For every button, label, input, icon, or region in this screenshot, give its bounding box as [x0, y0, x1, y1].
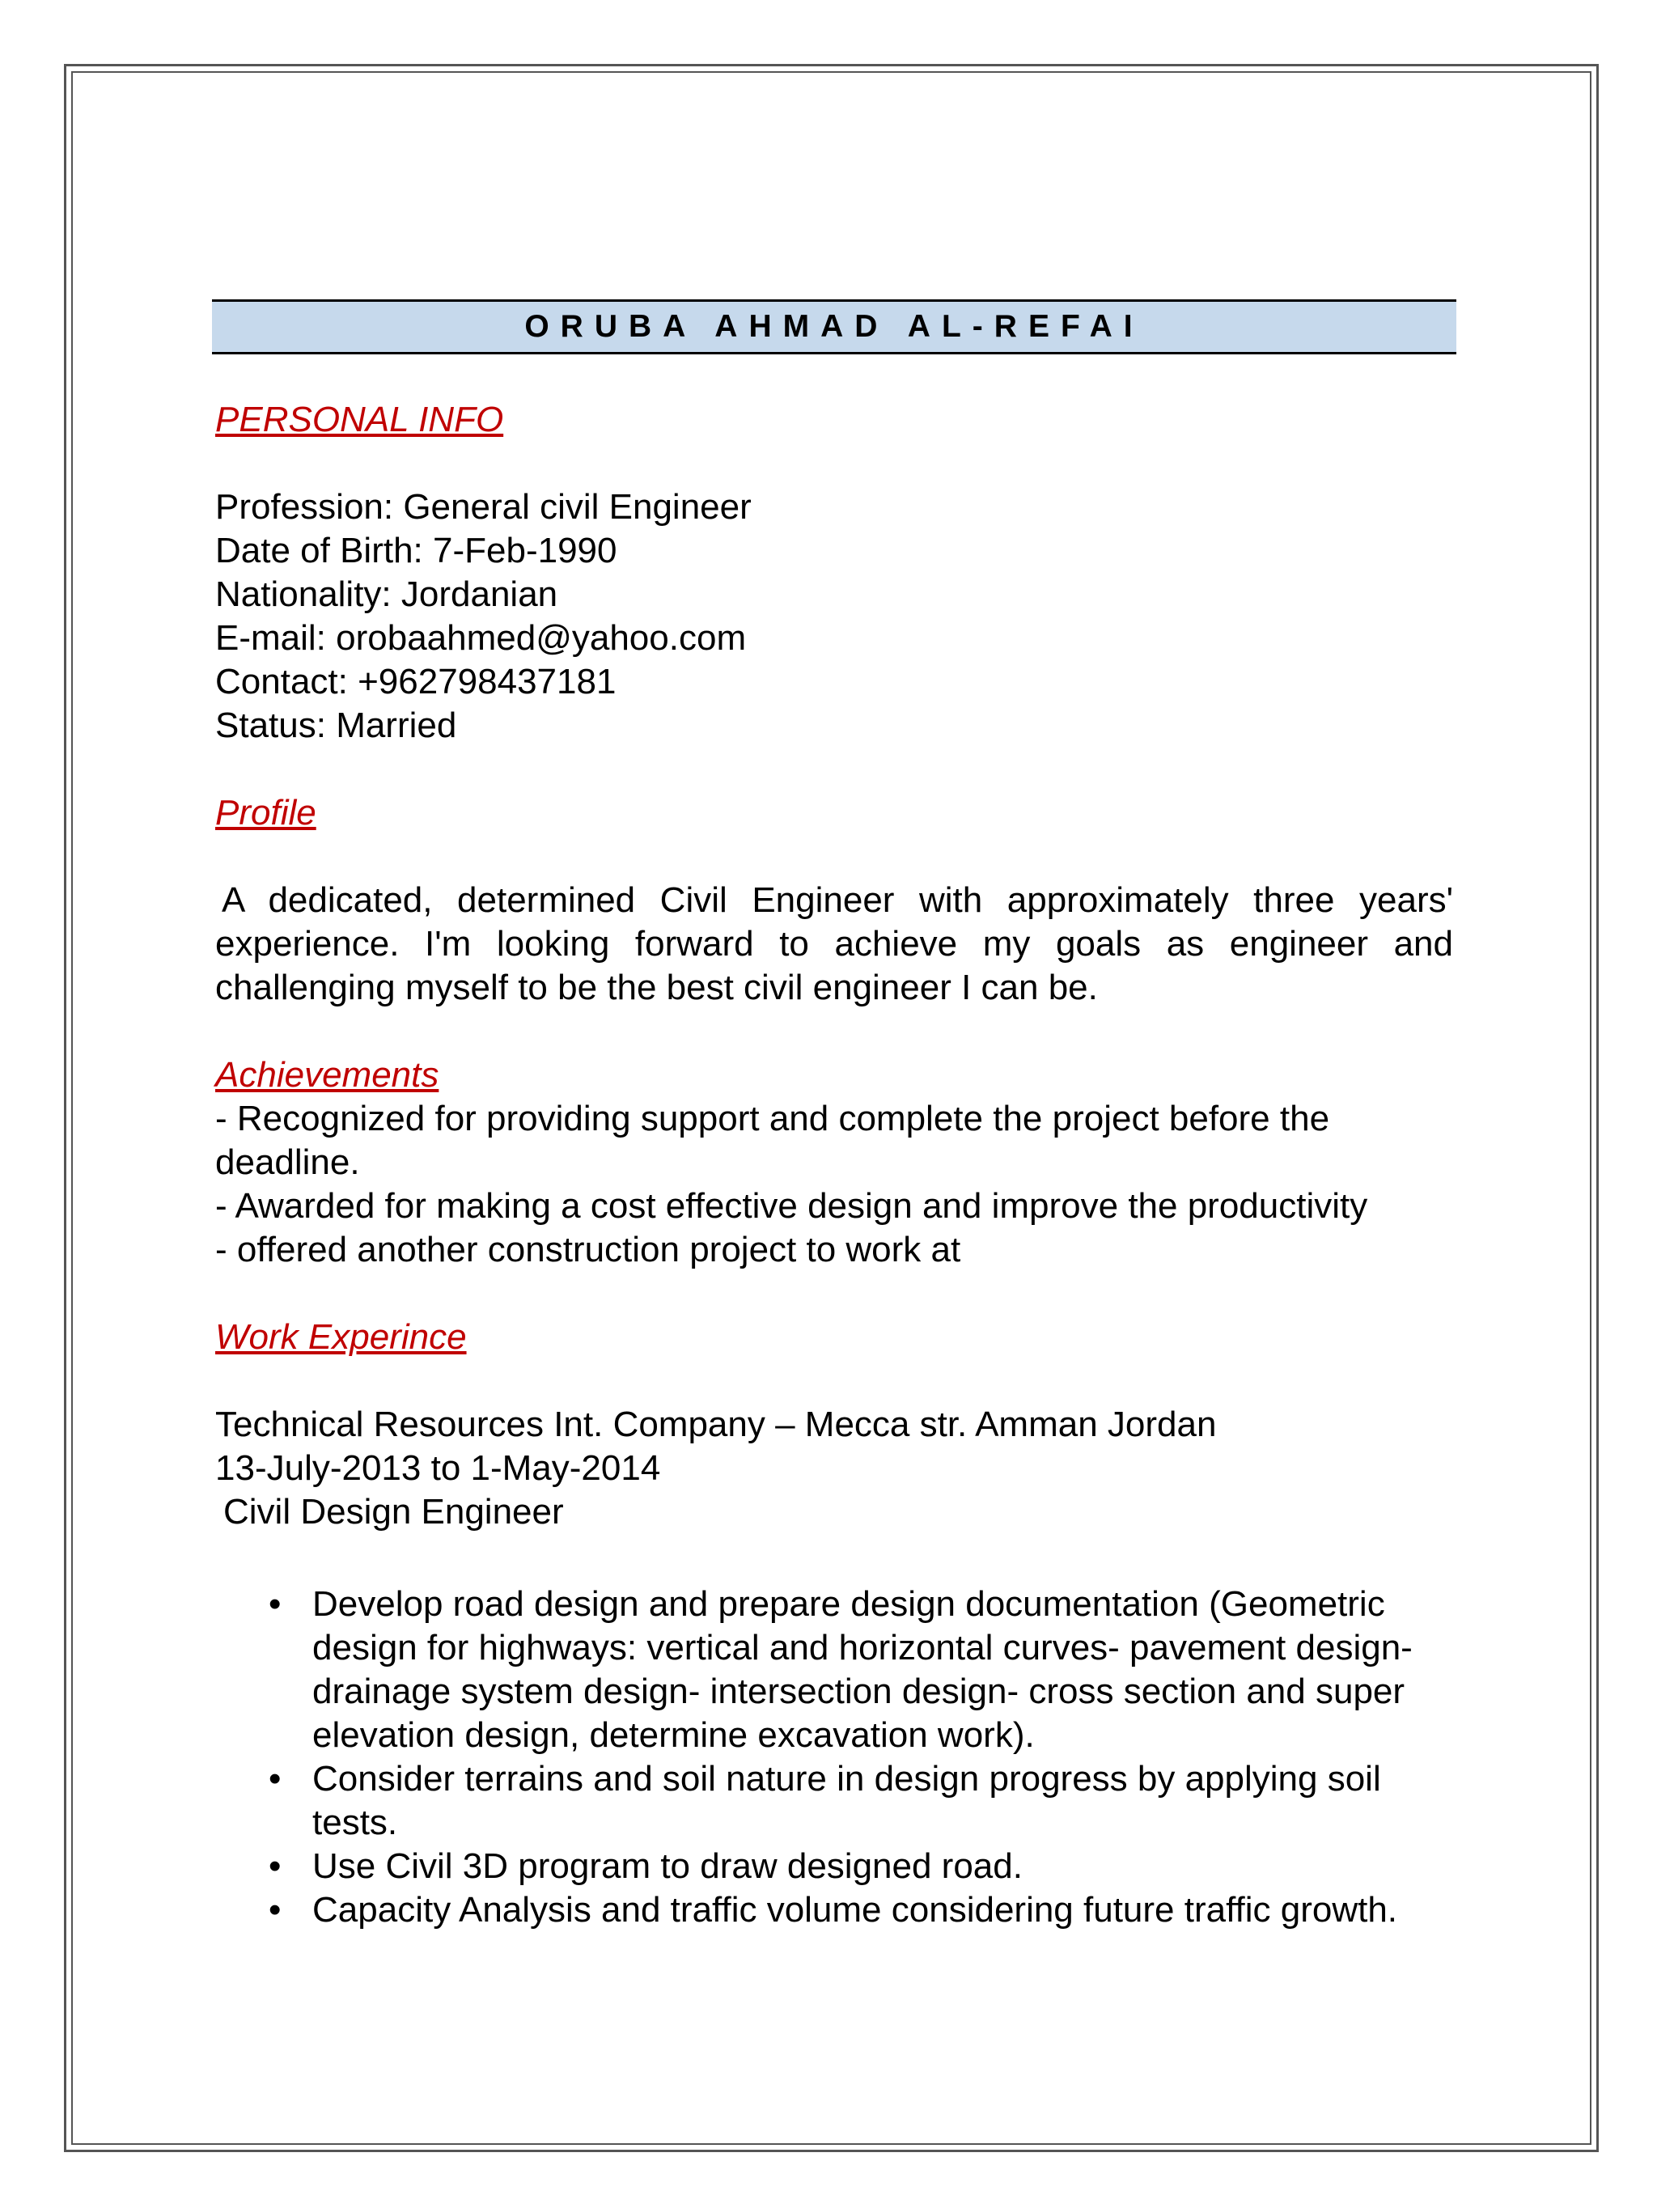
profile-title: Profile: [215, 793, 316, 833]
status-line: Status: Married: [215, 706, 457, 745]
company-line: Technical Resources Int. Company – Mecca str. Amman Jordan: [215, 1405, 1217, 1444]
list-item: [215, 1845, 1453, 1888]
profile-text: A dedicated, determined Civil Engineer with approximately three years' experience. I'm looking forward to achieve my goals as engineer and challenging myself to be the best civil engineer I can be.: [215, 880, 1453, 1007]
bullet-icon: •: [269, 1759, 282, 1799]
bullet-text: Develop road design and prepare design documentation (Geometric design for highways: vertical and horizontal curves- pavement design- drainage system design- intersection design- cross section and super elevation design, determine excavation work).: [312, 1584, 1413, 1755]
achievement-item: - Recognized for providing support and complete the project before the deadline.: [215, 1099, 1330, 1182]
achievement-item: - offered another construction project to work at: [215, 1230, 961, 1269]
work-bullets: [215, 1583, 1453, 1932]
email-line: E-mail: orobaahmed@yahoo.com: [215, 618, 747, 658]
bullet-text: Capacity Analysis and traffic volume considering future traffic growth.: [312, 1890, 1398, 1930]
bullet-icon: •: [269, 1846, 282, 1886]
bullet-icon: •: [269, 1890, 282, 1930]
list-item: [215, 1583, 1453, 1757]
bullet-text: Use Civil 3D program to draw designed road.: [312, 1846, 1023, 1886]
achievements-title: Achievements: [215, 1055, 439, 1095]
dob-line: Date of Birth: 7-Feb-1990: [215, 531, 617, 570]
bullet-text: Consider terrains and soil nature in design progress by applying soil tests.: [312, 1759, 1381, 1842]
dates-line: 13-July-2013 to 1-May-2014: [215, 1448, 661, 1488]
list-item: [215, 1888, 1453, 1932]
contact-line: Contact: +962798437181: [215, 662, 617, 701]
profession-line: Profession: General civil Engineer: [215, 487, 752, 527]
work-experience-title: Work Experince: [215, 1317, 467, 1357]
role-line: Civil Design Engineer: [223, 1492, 564, 1532]
candidate-name: ORUBA AHMAD AL-REFAI: [524, 309, 1144, 344]
achievement-item: - Awarded for making a cost effective design and improve the productivity: [215, 1186, 1368, 1226]
resume-content: [215, 299, 1453, 1932]
list-item: [215, 1757, 1453, 1845]
nationality-line: Nationality: Jordanian: [215, 574, 558, 614]
personal-info-title: PERSONAL INFO: [215, 400, 504, 439]
name-header: [212, 299, 1456, 354]
bullet-icon: •: [269, 1584, 282, 1624]
